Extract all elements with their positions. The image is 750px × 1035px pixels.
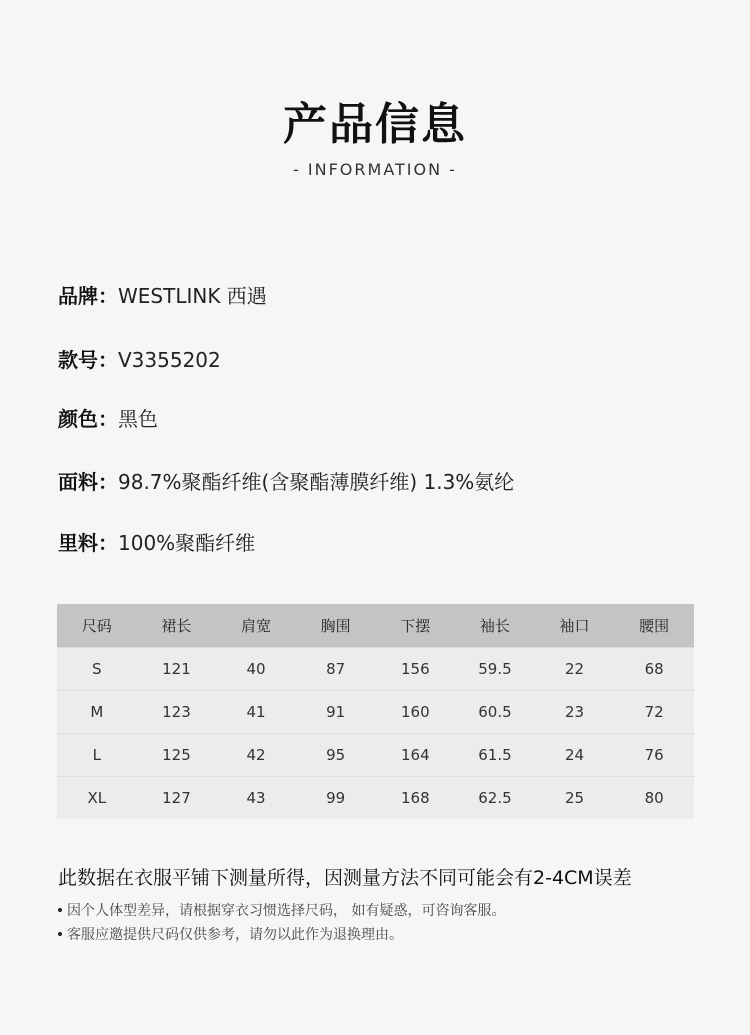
table-row — [57, 777, 694, 820]
size-table — [57, 604, 694, 819]
info-label-style-number: 款号： — [58, 348, 118, 372]
info-value-style-number: V3355202 — [118, 348, 221, 372]
table-cell: 164 — [376, 734, 456, 777]
table-cell: 99 — [296, 777, 376, 820]
note-item — [58, 924, 403, 944]
col-header-hem: 下摆 — [376, 604, 456, 648]
col-header-size: 尺码 — [57, 604, 137, 648]
table-cell: 127 — [137, 777, 217, 820]
table-cell: S — [57, 648, 137, 691]
table-cell: 72 — [614, 691, 694, 734]
table-row — [57, 734, 694, 777]
measurement-note: 此数据在衣服平铺下测量所得，因测量方法不同可能会有2-4CM误差 — [58, 867, 632, 889]
info-value-brand: WESTLINK 西遇 — [118, 284, 267, 308]
note-item — [58, 900, 505, 920]
col-header-dress-length: 裙长 — [137, 604, 217, 648]
col-header-sleeve-length: 袖长 — [455, 604, 535, 648]
page-title: 产品信息 — [283, 99, 467, 150]
info-label-fabric: 面料： — [58, 470, 118, 494]
info-row-style-number — [58, 344, 221, 373]
table-cell: 168 — [376, 777, 456, 820]
info-row-lining — [58, 527, 255, 556]
bullet-dot-icon — [58, 932, 62, 936]
bullet-dot-icon — [58, 908, 62, 912]
info-label-brand: 品牌： — [58, 284, 118, 308]
table-cell: 80 — [614, 777, 694, 820]
table-cell: 24 — [535, 734, 615, 777]
table-cell: L — [57, 734, 137, 777]
table-cell: 123 — [137, 691, 217, 734]
table-cell: 23 — [535, 691, 615, 734]
table-cell: 160 — [376, 691, 456, 734]
table-cell: 40 — [216, 648, 296, 691]
table-cell: 68 — [614, 648, 694, 691]
table-cell: 76 — [614, 734, 694, 777]
info-value-fabric: 98.7%聚酯纤维(含聚酯薄膜纤维) 1.3%氨纶 — [118, 470, 515, 494]
table-cell: 41 — [216, 691, 296, 734]
table-cell: 95 — [296, 734, 376, 777]
table-cell: 87 — [296, 648, 376, 691]
info-label-lining: 里料： — [58, 531, 118, 555]
info-value-color: 黑色 — [118, 407, 158, 431]
info-value-lining: 100%聚酯纤维 — [118, 531, 256, 555]
table-cell: 62.5 — [455, 777, 535, 820]
table-cell: M — [57, 691, 137, 734]
size-table-header-row — [57, 604, 694, 648]
table-cell: 43 — [216, 777, 296, 820]
col-header-bust: 胸围 — [296, 604, 376, 648]
table-cell: 61.5 — [455, 734, 535, 777]
table-row — [57, 691, 694, 734]
table-cell: 59.5 — [455, 648, 535, 691]
table-cell: 121 — [137, 648, 217, 691]
info-row-brand — [58, 280, 267, 309]
info-label-color: 颜色： — [58, 407, 118, 431]
info-row-fabric — [58, 466, 514, 495]
table-cell: 91 — [296, 691, 376, 734]
table-cell: 22 — [535, 648, 615, 691]
table-cell: 42 — [216, 734, 296, 777]
table-cell: XL — [57, 777, 137, 820]
table-cell: 60.5 — [455, 691, 535, 734]
table-row — [57, 648, 694, 691]
note-item-text: 因个人体型差异，请根据穿衣习惯选择尺码， 如有疑惑，可咨询客服。 — [67, 903, 506, 919]
info-row-color — [58, 403, 158, 432]
page-subtitle: - INFORMATION - — [293, 160, 457, 179]
table-cell: 125 — [137, 734, 217, 777]
col-header-waist: 腰围 — [614, 604, 694, 648]
table-cell: 156 — [376, 648, 456, 691]
col-header-cuff: 袖口 — [535, 604, 615, 648]
col-header-shoulder: 肩宽 — [216, 604, 296, 648]
note-item-text: 客服应邀提供尺码仅供参考，请勿以此作为退换理由。 — [67, 927, 403, 943]
table-cell: 25 — [535, 777, 615, 820]
